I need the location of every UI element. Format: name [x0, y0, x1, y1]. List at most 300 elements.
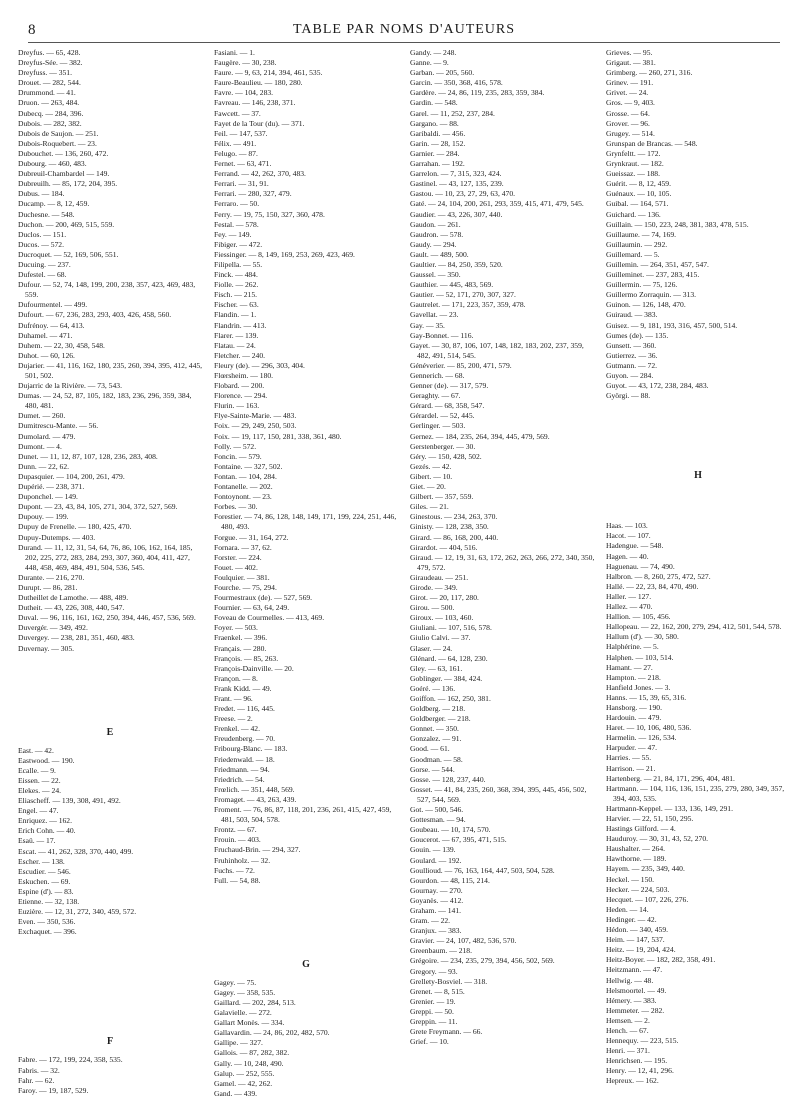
- page-header: [28, 22, 780, 40]
- index-entry: Dupuy-Dutemps. — 403.: [18, 532, 96, 542]
- index-entry: Guillermo Zorraquin. — 313.: [606, 290, 697, 300]
- index-entry: Grivet. — 24.: [606, 88, 649, 98]
- index-entry: Grynfeltt. — 172.: [606, 148, 661, 158]
- index-entry: Ferrari. — 280, 327, 479.: [214, 189, 292, 199]
- index-entry: Duponchel. — 149.: [18, 492, 78, 502]
- index-entry: Goblinger. — 384, 424.: [410, 673, 483, 683]
- index-entry: Fey. — 149.: [214, 229, 252, 239]
- index-entry: Erich Cohn. — 40.: [18, 826, 76, 836]
- header-rule: [28, 42, 780, 43]
- running-title: TABLE PAR NOMS D'AUTEURS: [292, 22, 516, 37]
- index-entry: Guillaume. — 74, 169.: [606, 229, 677, 239]
- index-entry: Guibal. — 164, 571.: [606, 199, 669, 209]
- index-entry: Gaussel. — 350.: [410, 270, 461, 280]
- index-entry: Gaudon. — 261.: [410, 219, 461, 229]
- index-entry: Dubreuil-Chambardel — 149.: [18, 169, 110, 179]
- index-entry: Grosse. — 64.: [606, 108, 650, 118]
- index-entry: Florence. — 294.: [214, 391, 268, 401]
- index-columns: [18, 48, 788, 1098]
- index-entry: Good. — 61.: [410, 744, 450, 754]
- index-entry: Gaultier. — 84, 250, 359, 520.: [410, 259, 503, 269]
- index-entry: Drummond. — 41.: [18, 88, 76, 98]
- section-spacer: [18, 937, 203, 1037]
- index-entry: Goulard. — 192.: [410, 855, 462, 865]
- index-entry: Dubus. — 184.: [18, 189, 65, 199]
- index-entry: Généverier. — 85, 200, 471, 579.: [410, 360, 512, 370]
- index-entry: Dubois de Saujon. — 251.: [18, 128, 99, 138]
- index-entry: Forbes. — 30.: [214, 502, 258, 512]
- section-spacer: [606, 481, 791, 521]
- index-entry: Ginisty. — 128, 238, 350.: [410, 522, 489, 532]
- index-entry: Gernez. — 184, 235, 264, 394, 445, 479, 569.: [410, 431, 550, 441]
- index-entry: Gaté. — 24, 104, 200, 261, 293, 359, 415, 471, 479, 545.: [410, 199, 584, 209]
- index-entry: Ganne. — 9.: [410, 58, 449, 68]
- index-entry: Duhot. — 60, 126.: [18, 350, 75, 360]
- index-entry: Guiraud. — 383.: [606, 310, 658, 320]
- index-entry: Hédon. — 340, 459.: [606, 925, 669, 935]
- index-entry: Dumet. — 260.: [18, 411, 66, 421]
- index-entry: Friedenwald. — 18.: [214, 754, 275, 764]
- index-entry: Goldberg. — 218.: [410, 704, 466, 714]
- index-entry: Dubois-Roquebert. — 23.: [18, 138, 97, 148]
- section-spacer: [18, 654, 203, 728]
- index-entry: Gonzalez. — 91.: [410, 734, 462, 744]
- index-entry: Gagey. — 75.: [214, 977, 257, 987]
- index-entry: Fischer. — 63.: [214, 300, 259, 310]
- index-entry: Fraenkel. — 396.: [214, 633, 268, 643]
- index-entry: Dreyfuss. — 351.: [18, 68, 72, 78]
- index-entry: Dubouchet. — 136, 260, 472.: [18, 148, 109, 158]
- index-entry: Guilleminet. — 237, 283, 415.: [606, 270, 700, 280]
- index-entry: Gottesman. — 94.: [410, 815, 466, 825]
- index-entry: Fabris. — 32.: [18, 1065, 60, 1075]
- index-entry: Ginestous. — 234, 263, 370.: [410, 512, 498, 522]
- index-entry: Euzière. — 12, 31, 272, 340, 459, 572.: [18, 907, 137, 917]
- index-entry: Ducuing. — 237.: [18, 259, 71, 269]
- index-entry: Hacot. — 107.: [606, 531, 651, 541]
- index-entry: Foncin. — 579.: [214, 451, 262, 461]
- index-entry: Harvier. — 22, 51, 150, 295.: [606, 814, 694, 823]
- index-entry: Girot. — 20, 117, 280.: [410, 593, 479, 603]
- index-entry: Helsmoortel. — 49.: [606, 985, 667, 995]
- index-entry: Gastinel. — 43, 127, 135, 239.: [410, 179, 504, 189]
- index-entry: Gay-Bonnet. — 116.: [410, 330, 474, 340]
- index-entry: Eskuchen. — 69.: [18, 876, 71, 886]
- index-entry: Fromaget. — 43, 263, 439.: [214, 794, 297, 804]
- index-entry: Fornara. — 37, 62.: [214, 542, 272, 552]
- index-entry: Frenkel. — 42.: [214, 724, 260, 734]
- index-entry: Gonnet. — 350.: [410, 724, 459, 734]
- index-entry: Gault. — 489, 500.: [410, 249, 469, 259]
- index-entry: Foulquier. — 381.: [214, 572, 270, 582]
- index-entry: Gosse. — 128, 237, 440.: [410, 774, 486, 784]
- index-entry: Gutierrez. — 36.: [606, 350, 658, 360]
- index-entry: Girard. — 86, 168, 200, 440.: [410, 532, 499, 542]
- index-entry: Grete Freymann. — 66.: [410, 1027, 483, 1037]
- index-entry: Gaudron. — 578.: [410, 229, 464, 239]
- index-entry: Hecquet. — 107, 226, 276.: [606, 894, 689, 904]
- index-entry: Dupouy. — 199.: [18, 512, 69, 522]
- index-entry: Dufrénoy. — 64, 413.: [18, 320, 85, 330]
- index-entry: Gayet. — 30, 87, 106, 107, 148, 182, 183, 202, 237, 359, 482, 491, 514, 545.: [410, 340, 584, 360]
- index-entry: Favreau. — 146, 238, 371.: [214, 98, 296, 108]
- index-entry: Goéré. — 136.: [410, 683, 456, 693]
- index-entry: Gutmann. — 72.: [606, 360, 658, 370]
- index-entry: Fabre. — 172, 199, 224, 358, 535.: [18, 1055, 123, 1065]
- index-entry: Guyon. — 284.: [606, 371, 654, 380]
- index-entry: Flarer. — 139.: [214, 330, 259, 340]
- section-spacer: [18, 738, 203, 746]
- index-entry: Halbron. — 8, 260, 275, 472, 527.: [606, 571, 711, 581]
- index-entry: Hauduroy. — 30, 31, 43, 52, 270.: [606, 834, 709, 844]
- index-entry: Gournay. — 270.: [410, 885, 463, 895]
- index-entry: Flobard. — 200.: [214, 381, 265, 391]
- index-entry: Giuliani. — 107, 516, 578.: [410, 623, 492, 633]
- index-entry: Greppin. — 11.: [410, 1017, 458, 1026]
- index-entry: Dutheillet de Lamothe. — 488, 489.: [18, 593, 129, 603]
- index-entry: Hémery. — 383.: [606, 995, 657, 1005]
- index-entry: Hallum (d'). — 30, 580.: [606, 632, 679, 642]
- index-entry: Guillemin. — 264, 351, 457, 547.: [606, 259, 709, 269]
- index-entry: Druon. — 263, 484.: [18, 98, 80, 108]
- index-entry: Forster. — 224.: [214, 552, 262, 562]
- index-entry: Goyanès. — 412.: [410, 895, 464, 905]
- index-entry: Guénaux. — 10, 105.: [606, 189, 672, 199]
- index-entry: Harmelin. — 126, 534.: [606, 733, 677, 743]
- index-entry: Escat. — 41, 262, 328, 370, 440, 499.: [18, 846, 134, 856]
- index-entry: Gerstenberger. — 30.: [410, 441, 476, 451]
- index-entry: Exchaquet. — 396.: [18, 927, 77, 937]
- index-column-1: [18, 48, 203, 1095]
- index-entry: Gand. — 439.: [214, 1088, 258, 1098]
- index-column-2: [214, 48, 399, 1098]
- index-entry: Genner (de). — 317, 579.: [410, 381, 489, 391]
- index-entry: Fisch. — 215.: [214, 290, 258, 300]
- index-entry: Full. — 54, 88.: [214, 875, 261, 885]
- index-entry: Folly. — 572.: [214, 441, 257, 451]
- index-entry: Girou. — 500.: [410, 603, 455, 613]
- index-entry: Fontaine. — 327, 502.: [214, 461, 283, 471]
- index-entry: Greppi. — 50.: [410, 1006, 454, 1016]
- index-entry: Dupasquier. — 104, 200, 261, 479.: [18, 471, 125, 481]
- index-entry: Grynkraut. — 182.: [606, 159, 664, 169]
- index-entry: Fahr. — 62.: [18, 1075, 55, 1085]
- index-entry: Heden. — 14.: [606, 904, 649, 914]
- index-entry: Gagey. — 358, 535.: [214, 987, 276, 997]
- index-entry: Dubois. — 282, 382.: [18, 118, 82, 128]
- section-letter-heading: G: [302, 958, 311, 970]
- index-entry: Finck. — 484.: [214, 270, 258, 280]
- index-entry: Foix. — 29, 249, 250, 503.: [214, 421, 297, 431]
- index-entry: Fontoynont. — 23.: [214, 492, 272, 502]
- index-entry: Frank Kidd. — 49.: [214, 683, 272, 693]
- index-entry: Garibaldi. — 456.: [410, 128, 466, 138]
- index-entry: Goullioud. — 76, 163, 164, 447, 503, 504, 528.: [410, 865, 555, 875]
- index-entry: Gourdon. — 48, 115, 214.: [410, 875, 490, 885]
- index-entry: Hellwig. — 48.: [606, 975, 654, 985]
- index-entry: Géry. — 150, 428, 502.: [410, 451, 482, 461]
- index-entry: Fawcett. — 37.: [214, 108, 261, 118]
- index-entry: Grégoire. — 234, 235, 279, 394, 456, 502, 569.: [410, 956, 555, 966]
- index-entry: Giraudeau. — 251.: [410, 572, 469, 582]
- index-entry: Duvergey. — 238, 281, 351, 460, 483.: [18, 633, 135, 643]
- index-entry: Français. — 280.: [214, 643, 267, 653]
- index-entry: Fasiani. — 1.: [214, 48, 255, 57]
- index-entry: Flœrsheim. — 180.: [214, 371, 274, 380]
- index-entry: Guisez. — 9, 181, 193, 316, 457, 500, 514.: [606, 320, 738, 330]
- index-entry: François-Dainville. — 20.: [214, 663, 294, 673]
- index-entry: Fribourg-Blanc. — 183.: [214, 744, 288, 754]
- index-entry: Dumas. — 24, 52, 87, 105, 182, 183, 236, 296, 359, 384, 480, 481.: [18, 391, 192, 411]
- index-entry: Grieves. — 95.: [606, 48, 653, 57]
- index-entry: Gastou. — 10, 23, 27, 29, 63, 470.: [410, 189, 516, 199]
- index-entry: Haret. — 10, 106, 480, 536.: [606, 723, 692, 733]
- index-entry: Garrelon. — 7, 315, 323, 424.: [410, 169, 502, 179]
- index-entry: Harries. — 55.: [606, 753, 652, 763]
- index-entry: Guillemard. — 5.: [606, 249, 660, 259]
- index-column-3: [410, 48, 595, 1076]
- index-entry: Gibert. — 10.: [410, 471, 453, 481]
- index-entry: Garin. — 28, 152.: [410, 138, 466, 148]
- index-entry: Hemsen. — 2.: [606, 1015, 650, 1025]
- index-entry: Henri. — 371.: [606, 1046, 650, 1056]
- index-entry: Hecker. — 224, 503.: [606, 884, 670, 894]
- index-entry: Espine (d'). — 83.: [18, 886, 74, 896]
- index-entry: Giroux. — 103, 460.: [410, 613, 474, 623]
- index-entry: Fruhinholz. — 32.: [214, 855, 271, 865]
- index-entry: Dumitrescu-Mante. — 56.: [18, 421, 99, 431]
- index-entry: Guinon. — 126, 148, 470.: [606, 300, 686, 310]
- index-entry: Hallion. — 105, 456.: [606, 612, 671, 622]
- index-entry: Giulio Calvi. — 37.: [410, 633, 471, 643]
- index-entry: Guyot. — 43, 172, 238, 284, 483.: [606, 381, 709, 391]
- index-entry: Fayet de la Tour (du). — 371.: [214, 118, 305, 128]
- index-entry: Gueissaz. — 188.: [606, 169, 660, 179]
- index-entry: Hallez. — 470.: [606, 602, 653, 612]
- index-entry: Gezés. — 42.: [410, 461, 452, 471]
- index-entry: Halphen. — 103, 514.: [606, 652, 674, 662]
- index-entry: Gumes (de). — 135.: [606, 330, 669, 340]
- index-entry: Haushalter. — 264.: [606, 844, 666, 854]
- index-entry: Girardot. — 404, 516.: [410, 542, 478, 552]
- index-entry: Flatau. — 24.: [214, 340, 256, 350]
- index-entry: Giet. — 20.: [410, 482, 446, 492]
- index-entry: Flandin. — 1.: [214, 310, 257, 320]
- index-entry: Hartmann. — 104, 116, 136, 151, 235, 279, 280, 349, 357, 394, 403, 535.: [606, 783, 785, 803]
- index-entry: Fredet. — 116, 445.: [214, 704, 275, 714]
- index-entry: Félix. — 491.: [214, 138, 257, 148]
- index-entry: Friedmann. — 94.: [214, 764, 270, 774]
- index-entry: Halphérine. — 5.: [606, 642, 659, 652]
- index-entry: Favre. — 104, 283.: [214, 88, 274, 98]
- index-entry: Ducos. — 572.: [18, 239, 64, 249]
- index-entry: Foix. — 19, 117, 150, 281, 338, 361, 480.: [214, 431, 342, 441]
- page-number: 8: [28, 22, 36, 38]
- index-entry: Gosset. — 41, 84, 235, 260, 368, 394, 395, 445, 456, 502, 527, 544, 569.: [410, 784, 587, 804]
- index-entry: Hedinger. — 42.: [606, 914, 657, 924]
- index-entry: Ferrari. — 31, 91.: [214, 179, 269, 189]
- index-entry: Goldberger. — 218.: [410, 714, 471, 724]
- index-entry: Gérardel. — 52, 445.: [410, 411, 475, 421]
- section-spacer: [214, 886, 399, 960]
- index-entry: Giraud. — 12, 19, 31, 63, 172, 262, 263, 266, 272, 340, 350, 479, 572.: [410, 552, 595, 572]
- index-entry: Duchon. — 200, 469, 515, 559.: [18, 219, 115, 229]
- index-entry: Duvernay. — 305.: [18, 643, 75, 653]
- index-entry: Garcin. — 350, 368, 416, 578.: [410, 78, 503, 88]
- index-entry: Ferrand. — 42, 262, 370, 483.: [214, 169, 306, 179]
- index-entry: Forgue. — 31, 164, 272.: [214, 532, 289, 542]
- index-entry: Festal. — 578.: [214, 219, 259, 229]
- index-entry: Girode. — 349.: [410, 582, 458, 592]
- index-entry: Grief. — 10.: [410, 1037, 449, 1047]
- index-entry: East. — 42.: [18, 745, 54, 755]
- index-entry: Freese. — 2.: [214, 714, 253, 724]
- section-letter-heading: F: [106, 1036, 115, 1048]
- index-entry: Dunet. — 11, 12, 87, 107, 128, 236, 283, 408.: [18, 451, 158, 461]
- index-entry: Dufour. — 52, 74, 148, 199, 200, 238, 357, 423, 469, 483, 559.: [18, 280, 196, 300]
- index-entry: Enriquez. — 162.: [18, 816, 72, 826]
- index-entry: Freudenberg. — 70.: [214, 734, 276, 744]
- index-entry: Gunsett. — 360.: [606, 340, 657, 350]
- index-entry: Györgi. — 88.: [606, 391, 651, 401]
- index-entry: Heitz-Boyer. — 182, 282, 358, 491.: [606, 955, 716, 965]
- index-entry: Escudier. — 546.: [18, 866, 71, 876]
- index-entry: Gérard. — 68, 358, 547.: [410, 401, 485, 411]
- index-entry: Garrahan. — 192.: [410, 159, 465, 169]
- index-entry: Gram. — 22.: [410, 916, 451, 926]
- index-entry: Haller. — 127.: [606, 591, 652, 601]
- index-entry: Guillain. — 150, 223, 248, 381, 383, 478, 515.: [606, 219, 749, 229]
- index-entry: Greenbaum. — 218.: [410, 946, 472, 956]
- index-entry: Dreyfus. — 65, 428.: [18, 48, 81, 57]
- index-entry: Dreyfus-Sée. — 382.: [18, 58, 83, 68]
- index-entry: Drouet. — 282, 544.: [18, 78, 81, 88]
- index-entry: Flurin. — 163.: [214, 401, 260, 411]
- index-entry: Frontz. — 67.: [214, 825, 257, 835]
- index-entry: Gallipe. — 327.: [214, 1038, 263, 1048]
- section-spacer: [606, 401, 791, 471]
- index-entry: Durupt. — 86, 281.: [18, 582, 78, 592]
- index-entry: Dufourmentel. — 499.: [18, 300, 88, 310]
- index-entry: Fontan. — 104, 284.: [214, 471, 277, 481]
- index-entry: Grugey. — 514.: [606, 128, 655, 138]
- index-entry: Got. — 500, 546.: [410, 805, 464, 815]
- index-entry: Gilbert. — 357, 559.: [410, 492, 474, 502]
- index-column-4: [606, 48, 791, 1086]
- index-entry: Guillermin. — 75, 126.: [606, 280, 678, 290]
- index-entry: Ferry. — 19, 75, 150, 327, 360, 478.: [214, 209, 325, 219]
- index-entry: Goodman. — 58.: [410, 754, 463, 764]
- index-entry: Dupérié. — 238, 371.: [18, 482, 85, 492]
- index-entry: Gardin. — 548.: [410, 98, 458, 108]
- index-entry: Grunspan de Brancas. — 548.: [606, 138, 698, 148]
- index-entry: Gros. — 9, 403.: [606, 98, 655, 108]
- section-spacer: [18, 1047, 203, 1055]
- index-entry: Graham. — 141.: [410, 905, 462, 915]
- index-entry: Fiessinger. — 8, 149, 169, 253, 269, 423, 469.: [214, 249, 355, 259]
- index-entry: Dupont. — 23, 43, 84, 105, 271, 304, 372, 527, 569.: [18, 502, 178, 512]
- index-entry: Hagen. — 40.: [606, 551, 649, 561]
- index-entry: Durante. — 216, 270.: [18, 572, 85, 582]
- index-entry: Hench. — 67.: [606, 1025, 649, 1035]
- index-entry: Harpuder. — 47.: [606, 743, 658, 753]
- index-entry: Fouet. — 402.: [214, 562, 258, 572]
- index-entry: Hepreux. — 162.: [606, 1076, 659, 1086]
- index-entry: Engel. — 47.: [18, 806, 59, 816]
- index-entry: Faugère. — 30, 238.: [214, 58, 277, 68]
- index-entry: Hartenberg. — 21, 84, 171, 296, 404, 481.: [606, 773, 735, 783]
- index-entry: Dunn. — 22, 62.: [18, 461, 70, 471]
- index-entry: Fruchaud-Brin. — 294, 327.: [214, 845, 301, 855]
- index-entry: Grenier. — 19.: [410, 996, 456, 1006]
- index-entry: Gley. — 63, 161.: [410, 663, 463, 673]
- index-entry: Fleury (de). — 296, 303, 404.: [214, 360, 305, 370]
- index-entry: Heitzmann. — 47.: [606, 965, 663, 975]
- index-entry: Grenet. — 8, 515.: [410, 986, 465, 996]
- index-entry: Flandrin. — 413.: [214, 320, 267, 330]
- index-entry: Gravier. — 24, 107, 482, 536, 570.: [410, 936, 517, 946]
- index-entry: Henry. — 12, 41, 296.: [606, 1066, 674, 1076]
- index-entry: Durand. — 11, 12, 31, 54, 64, 76, 86, 106, 162, 164, 185, 202, 225, 272, 283, 284, 293, 307, 360, 404, 411, 427, 448, 458, 469, 484, 491, 504, 536, 545.: [18, 542, 193, 572]
- index-entry: Heckel. — 150.: [606, 874, 655, 884]
- index-entry: Gandy. — 248.: [410, 48, 457, 57]
- index-entry: Haas. — 103.: [606, 521, 648, 531]
- index-entry: Guillaumin. — 292.: [606, 239, 668, 249]
- index-entry: Dubourg. — 460, 483.: [18, 159, 87, 169]
- index-entry: Goubeau. — 10, 174, 570.: [410, 825, 491, 835]
- index-entry: Dutheit. — 43, 226, 308, 440, 547.: [18, 603, 125, 613]
- index-entry: Hanns. — 15, 39, 65, 316.: [606, 692, 687, 702]
- index-entry: Geraghty. — 67.: [410, 391, 461, 401]
- index-entry: Glénard. — 64, 128, 230.: [410, 653, 488, 663]
- index-entry: Friedrich. — 54.: [214, 774, 265, 784]
- index-entry: Heim. — 147, 537.: [606, 935, 665, 945]
- index-entry: Garel. — 11, 252, 237, 284.: [410, 108, 495, 118]
- index-entry: Galup. — 252, 555.: [214, 1068, 275, 1078]
- index-entry: Fuchs. — 72.: [214, 865, 255, 875]
- index-entry: Hastings Gilford. — 4.: [606, 824, 676, 834]
- index-entry: Gerlinger. — 503.: [410, 421, 466, 431]
- index-entry: Gally. — 10, 248, 490.: [214, 1058, 284, 1068]
- index-entry: Granjux. — 383.: [410, 926, 462, 936]
- index-entry: Goiffon. — 162, 250, 381.: [410, 694, 491, 703]
- index-entry: Hennequy. — 223, 515.: [606, 1036, 679, 1046]
- index-entry: Gautier. — 52, 171, 270, 307, 327.: [410, 290, 516, 300]
- index-entry: Grimberg. — 260, 271, 316.: [606, 68, 693, 78]
- index-entry: Dubecq. — 284, 396.: [18, 108, 84, 118]
- index-entry: Etienne. — 32, 138.: [18, 897, 80, 907]
- index-entry: Faroy. — 19, 187, 529.: [18, 1085, 89, 1095]
- index-entry: Harrison. — 21.: [606, 763, 656, 773]
- index-entry: Ecalle. — 9.: [18, 765, 56, 775]
- index-entry: Garnier. — 284.: [410, 148, 460, 158]
- index-entry: Frant. — 96.: [214, 694, 253, 703]
- index-entry: Dumolard. — 479.: [18, 431, 76, 441]
- index-entry: Glaser. — 24.: [410, 643, 453, 653]
- index-entry: François. — 85, 263.: [214, 653, 279, 663]
- index-entry: Dufestel. — 68.: [18, 270, 67, 280]
- index-entry: Grigaut. — 381.: [606, 58, 656, 68]
- index-entry: Gaudier. — 43, 226, 307, 440.: [410, 209, 503, 219]
- index-entry: Duval. — 96, 116, 161, 162, 250, 394, 446, 457, 536, 569.: [18, 613, 196, 623]
- index-entry: Hawthorne. — 189.: [606, 854, 667, 864]
- index-entry: Eliascheff. — 139, 308, 491, 492.: [18, 796, 121, 806]
- section-spacer: [214, 970, 399, 978]
- index-entry: Elekes. — 24.: [18, 786, 62, 795]
- index-entry: Fernet. — 63, 471.: [214, 159, 272, 169]
- index-entry: Gallavardin. — 24, 86, 202, 482, 570.: [214, 1028, 330, 1038]
- index-entry: Hanfield Jones. — 3.: [606, 682, 671, 692]
